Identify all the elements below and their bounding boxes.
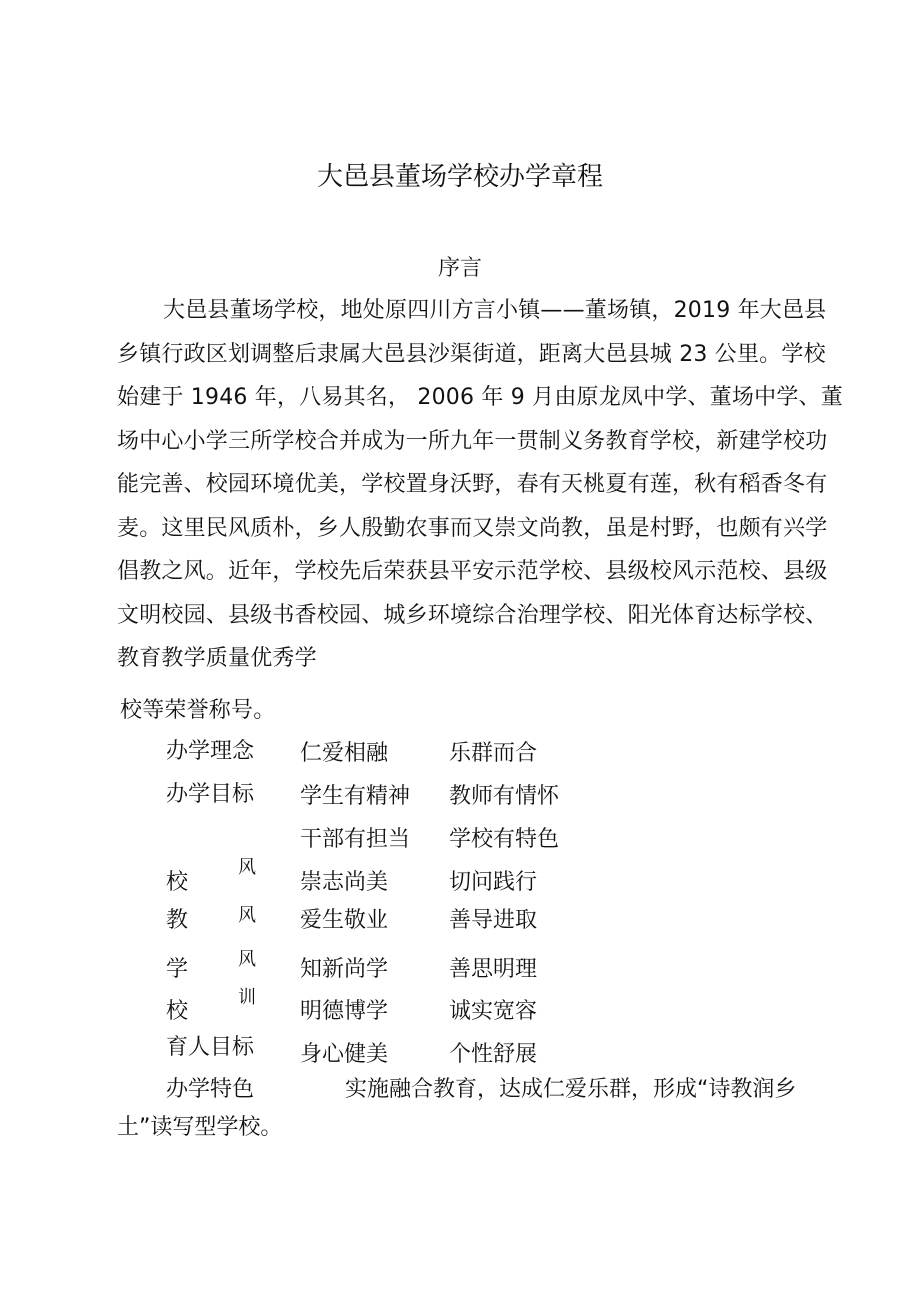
preface-line: 始建于 1946 年，八易其名， 2006 年 9 月由原龙凤中学、董场中学、董: [117, 385, 843, 410]
education-goal-label: 育人目标: [166, 1035, 255, 1060]
philosophy-value: 乐群而合: [449, 741, 538, 766]
section-title: 序言: [437, 256, 482, 281]
feature-text: 土”读写型学校。: [117, 1115, 283, 1140]
document-title: 大邑县董场学校办学章程: [316, 162, 603, 192]
teaching-style-value: 爱生敬业: [300, 908, 389, 933]
goal-value: 学校有特色: [449, 827, 560, 852]
preface-line: 教育教学质量优秀学: [117, 646, 317, 671]
motto-value: 明德博学: [300, 999, 389, 1024]
study-style-label: 风: [238, 949, 256, 970]
motto-value: 诚实宽容: [449, 999, 538, 1024]
motto-label: 校: [166, 999, 189, 1024]
education-goal-value: 身心健美: [300, 1042, 389, 1067]
preface-line: 大邑县董场学校，地处原四川方言小镇——董场镇，2019 年大邑县: [163, 298, 827, 323]
study-style-value: 知新尚学: [300, 957, 389, 982]
goal-value: 干部有担当: [300, 827, 411, 852]
school-spirit-label: 风: [238, 857, 256, 878]
school-spirit-value: 切问践行: [449, 870, 538, 895]
education-goal-value: 个性舒展: [449, 1042, 538, 1067]
preface-line: 麦。这里民风质朴，乡人殷勤农事而又崇文尚教，虽是村野，也颇有兴学: [117, 516, 828, 541]
preface-tail: 校等荣誉称号。: [120, 698, 276, 723]
feature-label: 办学特色: [166, 1077, 255, 1102]
goal-value: 教师有情怀: [449, 784, 560, 809]
teaching-style-label: 教: [166, 908, 189, 933]
preface-line: 能完善、校园环境优美，学校置身沃野，春有天桃夏有莲，秋有稻香冬有: [117, 472, 828, 497]
feature-text: 实施融合教育，达成仁爱乐群，形成“诗教润乡: [345, 1077, 797, 1102]
preface-line: 乡镇行政区划调整后隶属大邑县沙渠街道，距离大邑县城 23 公里。学校: [117, 342, 826, 367]
study-style-label: 学: [166, 957, 189, 982]
preface-line: 文明校园、县级书香校园、城乡环境综合治理学校、阳光体育达标学校、: [117, 603, 828, 628]
teaching-style-label: 风: [238, 905, 256, 926]
study-style-value: 善思明理: [449, 957, 538, 982]
school-spirit-value: 崇志尚美: [300, 870, 389, 895]
philosophy-label: 办学理念: [166, 739, 255, 764]
teaching-style-value: 善导进取: [449, 908, 538, 933]
preface-line: 场中心小学三所学校合并成为一所九年一贯制义务教育学校，新建学校功: [117, 429, 828, 454]
preface-line: 倡教之风。近年，学校先后荣获县平安示范学校、县级校风示范校、县级: [117, 559, 828, 584]
motto-label: 训: [238, 987, 256, 1008]
philosophy-value: 仁爱相融: [300, 741, 389, 766]
school-spirit-label: 校: [166, 870, 189, 895]
goal-value: 学生有精神: [300, 784, 411, 809]
goal-label: 办学目标: [166, 782, 255, 807]
